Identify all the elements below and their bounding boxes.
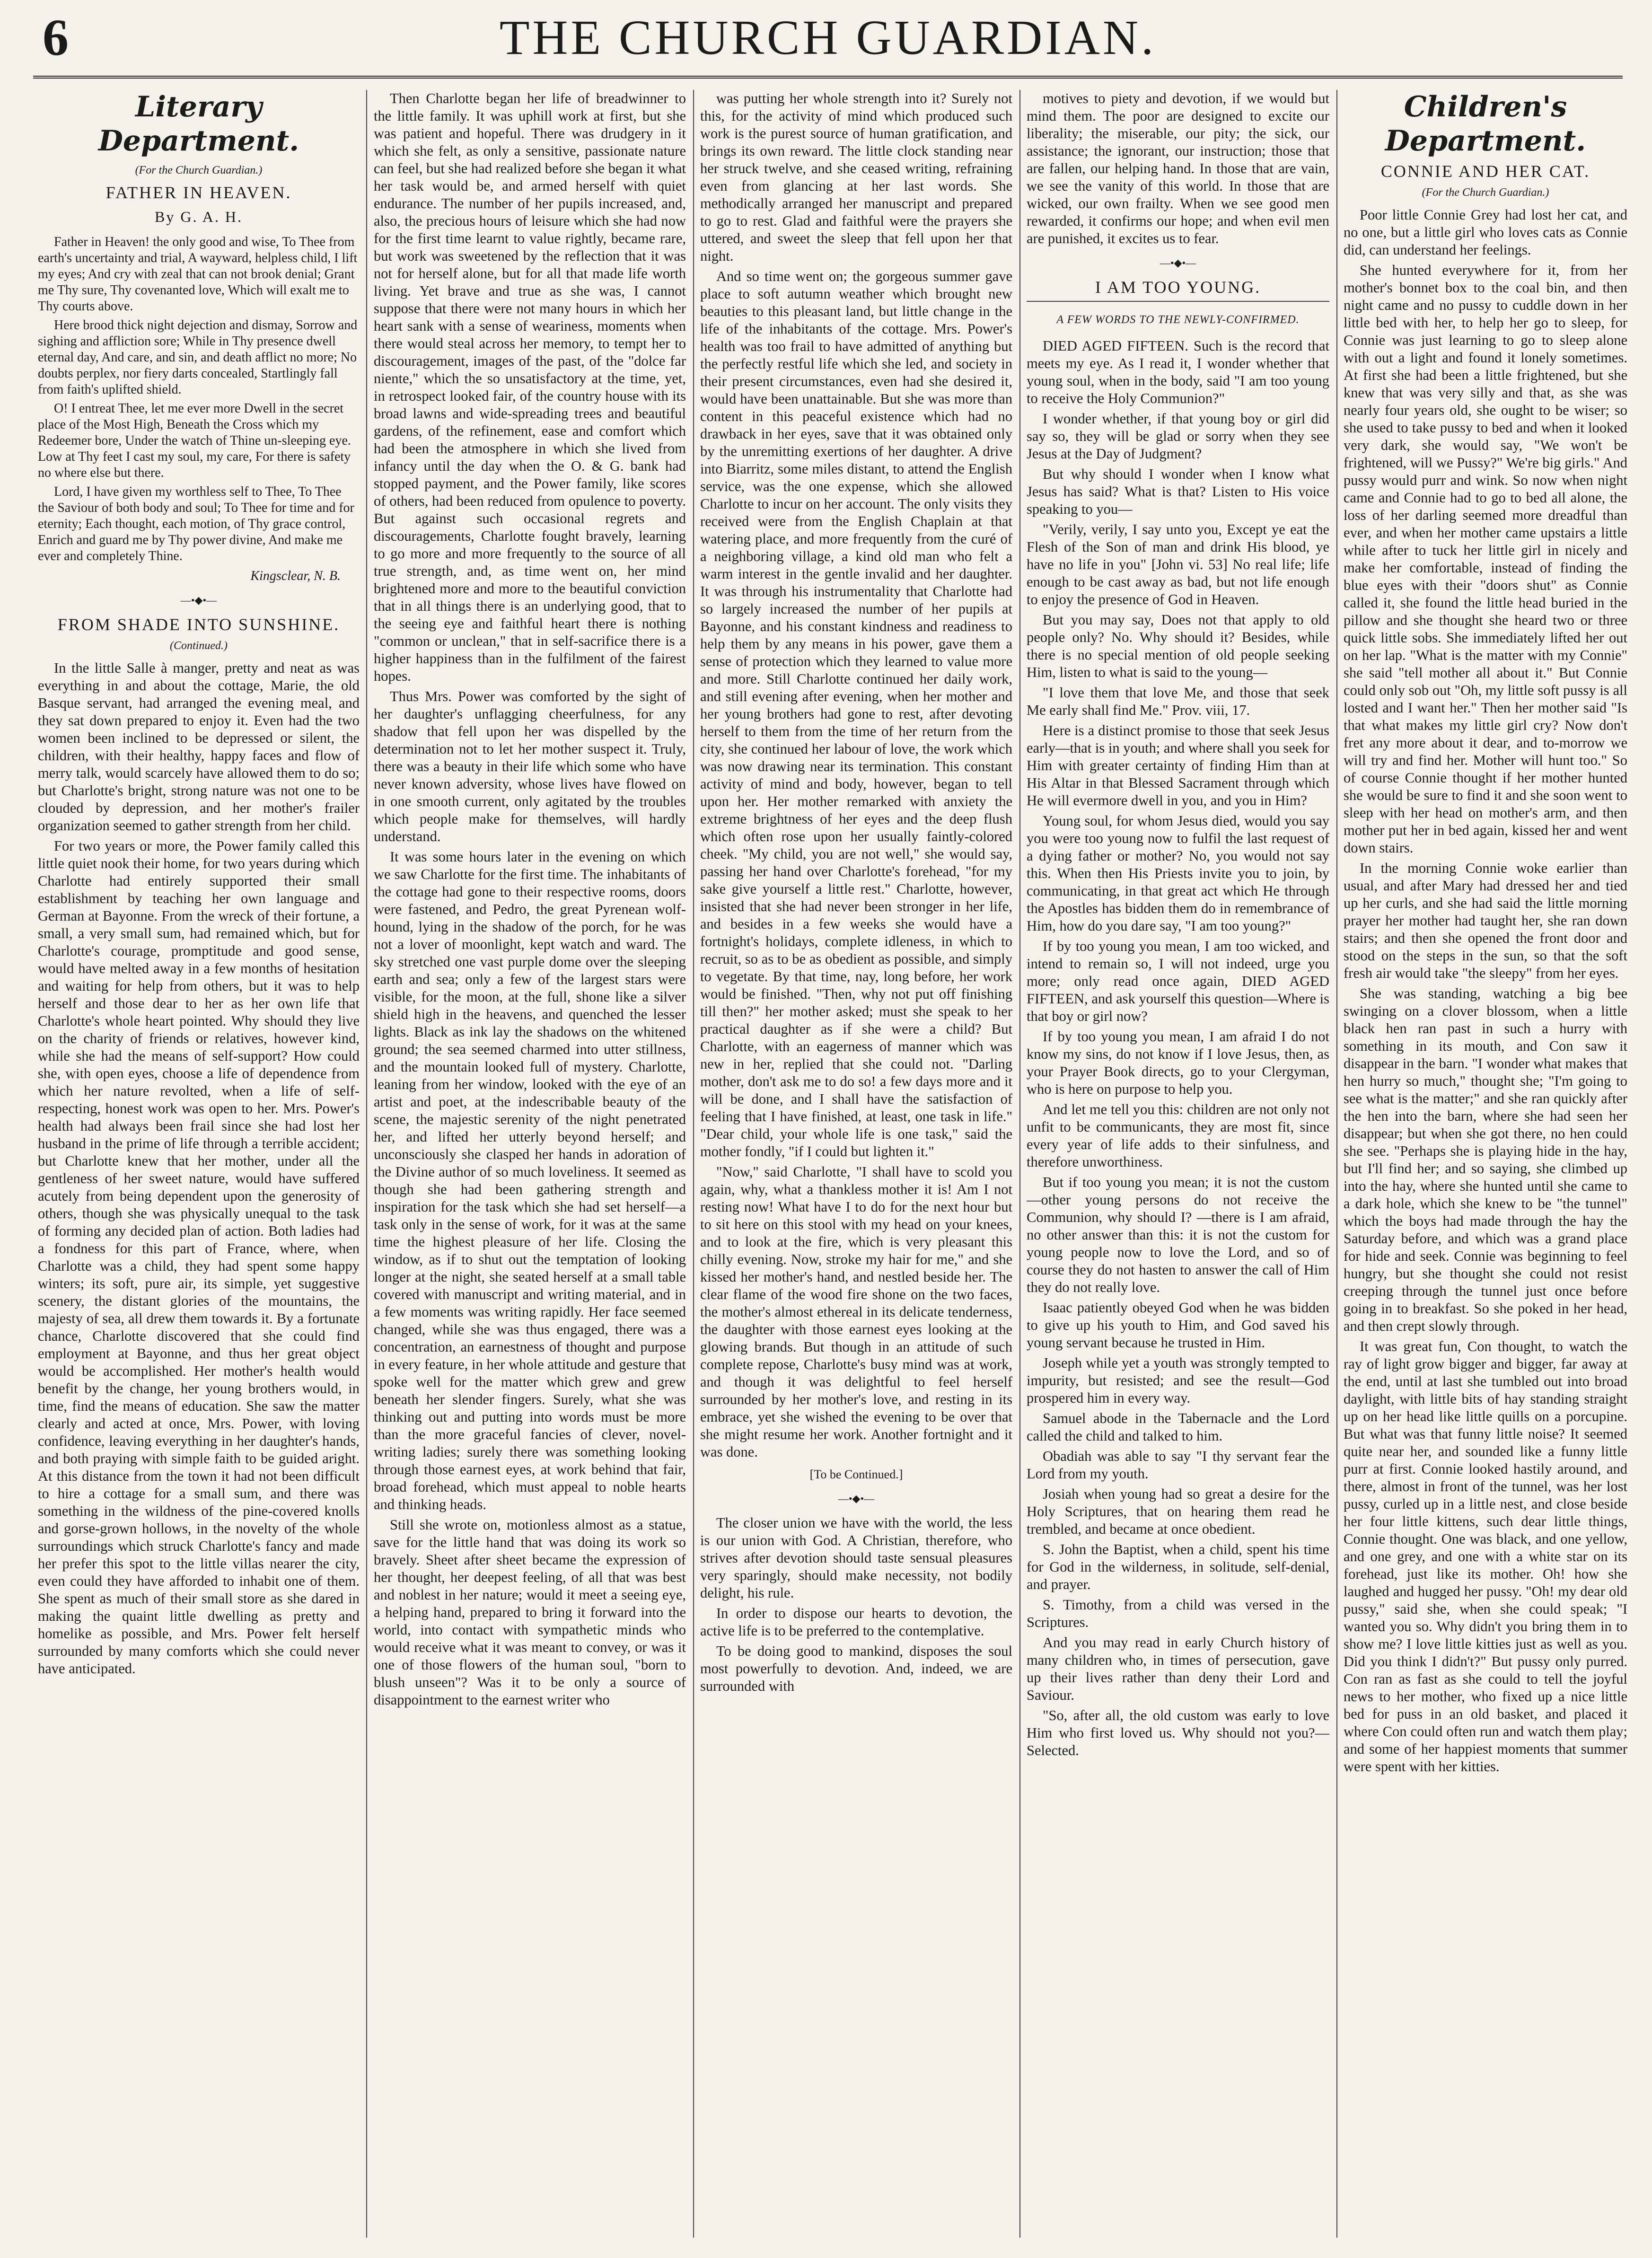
devotion-paragraph: To be doing good to mankind, disposes the soul most powerfully to devotion. And, indeed, we are surrounded with [700, 1643, 1012, 1694]
story-paragraph: "Now," said Charlotte, "I shall have to scold you again, why, what a thankless mother it is! Am I not resting now! What have I to do for the next hour but to sit here on this stool with my head on your knees, and to look at the fire, which is very pleasant this chilly evening. Now, stroke my hair for me," and she kissed her mother's hand, and nestled beside her. The clear flame of the wood fire shone on the two faces, the mother's almost ethereal in its delicate tenderness, the daughter with those earnest eyes looking at the glowing brands. But though in an attitude of such complete repose, Charlotte's busy mind was at work, and though it was delightful to feel herself surrounded by her mother's love, and resting in its embrace, yet she wished the evening to be over that she might resume her work. Another fortnight and it was done. [700, 1164, 1012, 1460]
article-paragraph: Isaac patiently obeyed God when he was bidden to give up his youth to Him, and God saved his young servant because he trusted in Him. [1027, 1300, 1329, 1351]
article-paragraph: Young soul, for whom Jesus died, would you say you were too young now to fulfil the last request of a dying father or mother? No, you would not say this. When then His Priests invite you to join, by communicating, in that great act which He through the Apostles has bidden them do in remembrance of Him, how do you dare say, "I am too young?" [1027, 813, 1329, 934]
devotion-paragraph: The closer union we have with the world, the less is our union with God. A Christian, therefore, who strives after devotion should taste sensual pleasures very sparingly, should make necessity, not bodily delight, his rule. [700, 1515, 1012, 1601]
story-paragraph: It was great fun, Con thought, to watch the ray of light grow bigger and bigger, far away at the end, until at last she tumbled out into broad daylight, with little bits of hay standing straight up on her head like little quills on a porcupine. But what was that funny little noise? It seemed quite near her, and sounded like a funny little purr at first. Connie looked hastily around, and there, almost in front of the tunnel, was her lost pussy, curled up in a little nest, and close beside her four little kittens, such dear little things, Connie thought. One was black, and one yellow, and one grey, and one with a white star on its forehead, just like its mother. Oh! how she laughed and hugged her pussy. "Oh! my dear old pussy," said she, when she could speak; "I wanted you so. Why didn't you bring them in to show me? I love little kitties just as well as you. Did you think I didn't?" But pussy only purred. Con ran as fast as she could to tell the joyful news to her mother, who fixed up a nice little bed for puss in an old basket, and placed it where Con could often run and watch them play; and some of her happiest moments that summer were spent with her kitties. [1344, 1338, 1627, 1775]
to-be-continued: [To be Continued.] [809, 1467, 903, 1481]
column-2 [374, 90, 686, 2238]
story-source-note: (For the Church Guardian.) [1422, 186, 1549, 199]
newspaper-title: THE CHURCH GUARDIAN. [499, 10, 1157, 65]
column-rule [1336, 90, 1337, 2238]
column-1 [38, 90, 360, 2238]
continued-note: (Continued.) [170, 640, 228, 652]
article-paragraph: S. John the Baptist, when a child, spent his time for God in the wilderness, in solitude, self-denial, and prayer. [1027, 1541, 1329, 1592]
column-3 [700, 90, 1012, 2238]
article-paragraph: And you may read in early Church history of many children who, in times of persecution, gave up their lives rather than deny their Lord and Saviour. [1027, 1634, 1329, 1703]
story-paragraph: Poor little Connie Grey had lost her cat, and no one, but a little girl who loves cats as Connie did, can understand her feelings. [1344, 207, 1627, 258]
story-paragraph: Still she wrote on, motionless almost as a statue, save for the little hand that was doing its work so bravely. Sheet after sheet became the expression of her thought, her deepest feeling, of all that was best and noblest in her nature; would it meet a seeing eye, a helping hand, prepared to bring it forward into the world, into contact with sympathetic minds who would receive what it was meant to convey, or was it one of those flowers of the human soul, "born to blush unseen"? Was it to be only a source of disappointment to the earnest writer who [374, 1517, 686, 1708]
article-paragraph: But if too young you mean; it is not the custom—other young persons do not receive the Communion, why should I? —there is I am afraid, no other answer than this: it is not the custom for young people now to love the Lord, and so of course they do not hasten to answer the call of Him they do not really love. [1027, 1174, 1329, 1295]
article-paragraph: Samuel abode in the Tabernacle and the Lord called the child and talked to him. [1027, 1410, 1329, 1444]
story-title: CONNIE AND HER CAT. [1380, 162, 1590, 181]
poem-source-note: (For the Church Guardian.) [135, 164, 263, 176]
story-paragraph: It was some hours later in the evening on which we saw Charlotte for the first time. The inhabitants of the cottage had gone to their respective rooms, doors were fastened, and Pedro, the great Pyrenean wolf-hound, lying in the shadow of the porch, for he was not a lover of moonlight, kept watch and ward. The sky stretched one vast purple dome over the sleeping earth and sea; only a few of the largest stars were visible, for the moon, at the full, shone like a silver shield high in the heavens, and quenched the lesser lights. Black as ink lay the shadows on the whitened ground; the sea seemed charmed into utter stillness, and the mountain looked full of mystery. Charlotte, leaning from her window, looked with the eye of an artist and poet, at the indescribable beauty of the scene, the majestic serenity of the night penetrated her, and lifted her utterly beyond herself; and unconsciously she clasped her hands in adoration of the Divine author of so much loveliness. It seemed as though she had been gathering strength and inspiration for the task which she had set herself—a task only in the sense of work, for it was at the same time the highest pleasure of her life. Closing the window, as if to shut out the temptation of looking longer at the night, she seated herself at a small table covered with manuscript and writing material, and in a few moments was writing rapidly. Her face seemed changed, while she was thus engaged, there was a concentration, an earnestness of thought and purpose in every feature, in her whole attitude and gesture that spoke well for the matter which grew and grew beneath her slender fingers. Surely, what she was thinking out and putting into words must be more than the more graceful fancies of clever, novel-writing ladies; surely there was something looking through those earnest eyes, at work behind that fair, broad forehead, which must appeal to noble hearts and thinking heads. [374, 849, 686, 1512]
poem-stanza: Here brood thick night dejection and dismay, Sorrow and sighing and affliction sore; While in Thy presence dwell eternal day, And care, and sin, and death afflict no more; No doubts perplex, nor fiery darts concealed, Startlingly fall from faith's uplifted shield. [38, 318, 358, 397]
column-rule [366, 90, 367, 2238]
literary-department-heading: Literary Department. [98, 90, 299, 158]
story-paragraph: In the little Salle à manger, pretty and neat as was everything in and about the cottage, Marie, the old Basque servant, had arranged the evening meal, and they sat down prepared to enjoy it. Even had the two women been inclined to be depressed or silent, the children, with their healthy, happy faces and flow of merry talk, would scarcely have allowed them to do so; but Charlotte's bright, strong nature was not one to be clouded by depression, and her mother's frailer organization seemed to gather strength from her child. [38, 660, 360, 834]
article-paragraph: Josiah when young had so great a desire for the Holy Scriptures, that on hearing them read he trembled, and became at once obedient. [1027, 1486, 1329, 1537]
article-paragraph: S. Timothy, from a child was versed in the Scriptures. [1027, 1597, 1329, 1630]
poem-stanza: O! I entreat Thee, let me ever more Dwell in the secret place of the Most High, Beneath the Cross which my Redeemer bore, Under the watch of Thine un-sleeping eye. Low at Thy feet I cast my soul, my care, For there is safety no where else but there. [38, 401, 351, 480]
childrens-department-heading: Children's Department. [1385, 90, 1586, 158]
story-paragraph: Thus Mrs. Power was comforted by the sight of her daughter's unflagging cheerfulness, for any shadow that fell upon her was dispelled by the determination not to let her mother suspect it. Truly, there was a beauty in their life which some who have never known adversity, whose lives have flowed on in one smooth current, only agitated by the troubles which people make for themselves, will hardly understand. [374, 688, 686, 844]
article-paragraph: But why should I wonder when I know what Jesus has said? What is that? Listen to His voice speaking to you— [1027, 466, 1329, 517]
column-4 [1027, 90, 1329, 2238]
devotion-paragraph: In order to dispose our hearts to devotion, the active life is to be preferred to the contemplative. [700, 1605, 1012, 1639]
masthead [33, 5, 1623, 79]
column-rule [1019, 90, 1020, 2238]
ornament-divider: —•◆•— [838, 1493, 875, 1504]
page-number: 6 [43, 9, 69, 66]
poem-title: FATHER IN HEAVEN. [105, 183, 292, 202]
poem-byline: By G. A. H. [155, 208, 243, 225]
story-paragraph: And so time went on; the gorgeous summer gave place to soft autumn weather which brought new beauties to this pleasant land, but little change in the life of the inhabitants of the cottage. Mrs. Power's health was too frail to have admitted of anything but the perfectly restful life which she led, and society in their present circumstances, even had she desired it, would have been unattainable. But she was more than content in this peaceful existence which had no drawback in her eyes, save that it was obtained only by the unremitting exertions of her daughter. A drive into Biarritz, some miles distant, to attend the English service, was the one expense, which she allowed Charlotte to incur on her account. The only visits they received were from the English Chaplain at that watering place, and more frequently from the curé of a neighboring village, a kind old man who felt a warm interest in the gentle invalid and her daughter. It was through his instrumentality that Charlotte had so largely increased the number of her pupils at Bayonne, and his constant kindness and readiness to help them by any means in his power, gave them a sense of protection which they learned to value more and more. Still Charlotte continued her daily work, and still evening after evening, when her mother and her young brothers had gone to rest, after devoting herself to them from the time of her return from the city, she continued her labour of love, the work which was now drawing near its termination. This constant activity of mind and body, however, began to tell upon her. Her mother remarked with anxiety the extreme brightness of her eyes and the deep flush which often rose upon her usually faintly-colored cheek. "My child, you are not well," she would say, passing her hand over Charlotte's forehead, "for my sake give yourself a little rest." Charlotte, however, insisted that she had never been stronger in her life, and besides in a few weeks she would have a fortnight's holidays, complete idleness, in which to recruit, so as to be as obedient as possible, and simply to vegetate. By that time, nay, long before, her work would be finished. "Then, why not put off finishing till then?" her mother asked; must she speak to her practical daughter as if she were a child? But Charlotte, with an eagerness of manner which was new in her, replied that she could not. "Darling mother, don't ask me to do so! a few days more and it will be done, and I shall have the satisfaction of feeling that I have finished, at least, one task in life." "Dear child, your whole life is one task," said the mother fondly, "if I could but lighten it." [700, 268, 1012, 1160]
story-paragraph: In the morning Connie woke earlier than usual, and after Mary had dressed her and tied up her curls, and she had said the little morning prayer her mother had taught her, she ran down stairs; and then she opened the front door and stood on the steps in the sun, so that the soft fresh air would take "the sleepy" from her eyes. [1344, 860, 1627, 981]
poem-stanza: Lord, I have given my worthless self to Thee, To Thee the Saviour of both body and soul; To Thee for time and for eternity; Each thought, each motion, of Thy grace control, Enrich and guard me by Thy power divine, And make me ever and completely Thine. [38, 484, 354, 563]
story-paragraph: She was standing, watching a big bee swinging on a clover blossom, when a little black hen ran past in such a hurry with something in its mouth, and Con saw it disappear in the barn. "I wonder what makes that hen hurry so much," thought she; "I'm going to see what is the matter;" and she ran quickly after the hen into the barn, where she had seen her disappear; but when she got there, no hen could she see. "Perhaps she is playing hide in the hay, but I'll find her; and so saying, she climbed up into the hay, where she hunted until she came to a dark hole, which she knew to be "the tunnel" which the boys had made through the hay the Saturday before, and which was a grand place for hide and seek. Connie was beginning to feel hungry, but she thought she could not resist creeping through the tunnel just once before going in to breakfast. So she poked in her head, and then crept slowly through. [1344, 985, 1627, 1334]
poem-signature: Kingsclear, N. B. [250, 569, 341, 583]
ornament-divider: —•◆•— [1160, 257, 1196, 269]
column-rule [693, 90, 694, 2238]
article-paragraph: If by too young you mean, I am too wicked, and intend to remain so, I will not indeed, urge you more; only read once again, DIED AGED FIFTEEN, and ask yourself this question—Where is that boy or girl now? [1027, 938, 1329, 1024]
story-paragraph: Then Charlotte began her life of breadwinner to the little family. It was uphill work at first, but she was patient and hopeful. There was drudgery in it which she felt, as only a sensitive, passionate nature can feel, but she had realized before she began it what her task would be, and armed herself with quiet endurance. The number of her pupils increased, and, also, the precious hours of leisure which she had now for the first time learnt to value rightly, became rare, but work was sweetened by the reflection that it was not for herself alone, but for all that made life worth living. Yet brave and true as she was, I cannot suppose that there were not many hours in which her heart sank with a sense of weariness, moments when there would steal across her memory, to tempt her to discouragement, images of the past, of the "dolce far niente," which the so unsatisfactory at the time, yet, in retrospect looked fair, of the country house with its broad lawns and wide-spreading trees and beautiful gardens, of the refinement, ease and comfort which had been the atmosphere in which she lived from infancy until the day when the O. & G. bank had stopped payment, and the Power family, like scores of others, had been reduced from opulence to poverty. But against such occasional regrets and discouragements, Charlotte fought bravely, learning to go more and more frequently to the source of all true strength, and, as time went on, her mind brightened more and more to the beautiful conviction that in all things there is an underlying good, that to the seeing eye and faithful heart there is nothing "common or unclean," that in self-sacrifice there is a higher happiness than in the fulfilment of the fairest hopes. [374, 90, 686, 684]
column-5 [1344, 90, 1627, 2238]
article-paragraph: "So, after all, the old custom was early to love Him who first loved us. Why should not you?—Selected. [1027, 1707, 1329, 1758]
article-paragraph: "I love them that love Me, and those that seek Me early shall find Me." Prov. viii, 17. [1027, 685, 1329, 718]
article-paragraph: DIED AGED FIFTEEN. Such is the record that meets my eye. As I read it, I wonder whether that young soul, when in the body, said "I am too young to receive the Holy Communion?" [1027, 338, 1329, 406]
story-title: FROM SHADE INTO SUNSHINE. [57, 615, 340, 634]
story-paragraph: was putting her whole strength into it? Surely not this, for the activity of mind which produced such work is the purest source of human gratification, and brings its own reward. The little clock standing near her struck twelve, and she ceased writing, refraining even from glancing at her last words. She methodically arranged her manuscript and prepared to go to rest. Glad and faithful were the prayers she uttered, and sweet the sleep that fell upon her that night. [700, 90, 1012, 264]
devotion-paragraph: motives to piety and devotion, if we would but mind them. The poor are designed to excite our liberality; the miserable, our pity; the sick, our assistance; the ignorant, our instruction; those that are fallen, our helping hand. In those that are vain, we see the vanity of this world. In those that are wicked, our own frailty. When we see good men rewarded, it confirms our hope; and when evil men are punished, it excites us to fear. [1027, 90, 1329, 246]
article-paragraph: "Verily, verily, I say unto you, Except ye eat the Flesh of the Son of man and drink His blood, ye have no life in you" [John vi. 53] No real life; life enough to be cast away as bad, but not life enough to enjoy the presence of God in Heaven. [1027, 521, 1329, 607]
article-paragraph: Joseph while yet a youth was strongly tempted to impurity, but resisted; and see the result—God prospered him in every way. [1027, 1355, 1329, 1406]
ornament-divider: —•◆•— [180, 594, 217, 606]
poem-stanza: Father in Heaven! the only good and wise, To Thee from earth's uncertainty and trial, A wayward, helpless child, I lift my eyes; And cry with zeal that can not brook denial; Grant me Thy sure, Thy covenanted love, Which will exalt me to Thy courts above. [38, 235, 358, 314]
story-paragraph: She hunted everywhere for it, from her mother's bonnet box to the coal bin, and then night came and no pussy to cuddle down in her little bed with her, to help her go to sleep, for Connie was just learning to go to sleep alone with out a light and found it lonely sometimes. At first she had been a little frightened, but she knew that was very silly and that, as she was nearly four years old, she ought to be wiser; so she used to take pussy to bed and when it looked very dark, she would say, "We won't be frightened, will we Pussy?" We're big girls." And pussy would purr and wink. So now when night came and Connie had to go to bed all alone, the loss of her darling seemed more dreadful than ever, and when her mother came upstairs a little while after to tuck her little girl in nicely and make her comfortable, instead of finding the blue eyes with their "doors shut" as Connie called it, she found the little head buried in the pillow and she thought she heard two or three quick little sobs. She immediately lifted her out on her lap. "What is the matter with my Connie" she said "tell mother all about it." But Connie could only sob out "Oh, my little soft pussy is all losted and I want her." Then her mother said "Is that what makes my little girl cry? Now don't fret any more about it dear, and to-morrow we will try and find her. Mother will hunt too." So of course Connie thought if her mother hunted she would be sure to find it and she soon went to sleep with her head on mother's arm, and then mother put her in bed again, kissed her and went down stairs. [1344, 262, 1627, 856]
article-paragraph: And let me tell you this: children are not only not unfit to be communicants, they are most fit, since every year of life adds to their sinfulness, and therefore unworthiness. [1027, 1101, 1329, 1170]
article-paragraph: Obadiah was able to say "I thy servant fear the Lord from my youth. [1027, 1448, 1329, 1482]
article-paragraph: I wonder whether, if that young boy or girl did say so, they will be glad or sorry when they see Jesus at the Day of Judgment? [1027, 411, 1329, 462]
article-paragraph: Here is a distinct promise to those that seek Jesus early—that is in youth; and where shall you seek for Him with greater certainty of finding Him than at His Altar in that Blessed Sacrament through which He will evermore dwell in you, and you in Him? [1027, 722, 1329, 808]
article-paragraph: But you may say, Does not that apply to old people only? No. Why should it? Besides, while there is no special mention of old people seeking Him, listen to what is said to the young— [1027, 612, 1329, 680]
story-paragraph: For two years or more, the Power family called this little quiet nook their home, for two years during which Charlotte had entirely supported their small establishment by teaching her own language and German at Bayonne. From the wreck of their fortune, a small, a very small sum, had remained which, but for Charlotte's courage, promptitude and good sense, would have melted away in a few months of hesitation and waiting for help from others, but it was to help herself and those dear to her as her own life that Charlotte's whole heart pointed. Why should they live on the charity of friends or relatives, however kind, while she had the means of self-support? How could she, with open eyes, choose a life of dependence from which her nature revolted, when a life of self-respecting, honest work was open to her. Mrs. Power's health had always been frail since she had lost her husband in the prime of life through a terrible accident; but Charlotte knew that her mother, under all the gentleness of her sweet nature, would have suffered acutely from being dependent upon the generosity of others, though she was physically unequal to the task of forming any decided plan of action. Both ladies had a fondness for this part of France, where, when Charlotte was a child, they had spent some happy winters; its soft, pure air, its simple, yet suggestive scenery, the distant glories of the mountains, the majesty of sea, all drew them towards it. By a fortunate chance, Charlotte discovered that she could find employment at Bayonne, and thus her great object would be accomplished. Her mother's health would benefit by the change, her young brothers would, in time, find the means of education. She saw the matter clearly and acted at once, Mrs. Power, with loving confidence, leaving everything in her daughter's hands, and both praying with simple faith to be guided aright. At this distance from the town it had not been difficult to hire a cottage for a small sum, and there was something in the wildness of the pine-covered knolls and gorse-grown hollows, in the novelty of the whole surroundings which struck Charlotte's fancy and made her prefer this spot to the little villas nearer the city, even could they have afforded to inhabit one of them. She spent as much of their small store as she dared in making the quaint little dwelling as pretty and homelike as possible, and Mrs. Power felt herself surrounded by many comforts which she could never have anticipated. [38, 838, 360, 1677]
article-paragraph: If by too young you mean, I am afraid I do not know my sins, do not know if I love Jesus, then, as your Prayer Book directs, go to your Clergyman, who is here on purpose to help you. [1027, 1028, 1329, 1097]
article-subtitle: A FEW WORDS TO THE NEWLY-CONFIRMED. [1056, 314, 1300, 326]
title-rule [1027, 301, 1329, 302]
article-title: I AM TOO YOUNG. [1095, 278, 1261, 297]
poem-body [38, 234, 360, 585]
